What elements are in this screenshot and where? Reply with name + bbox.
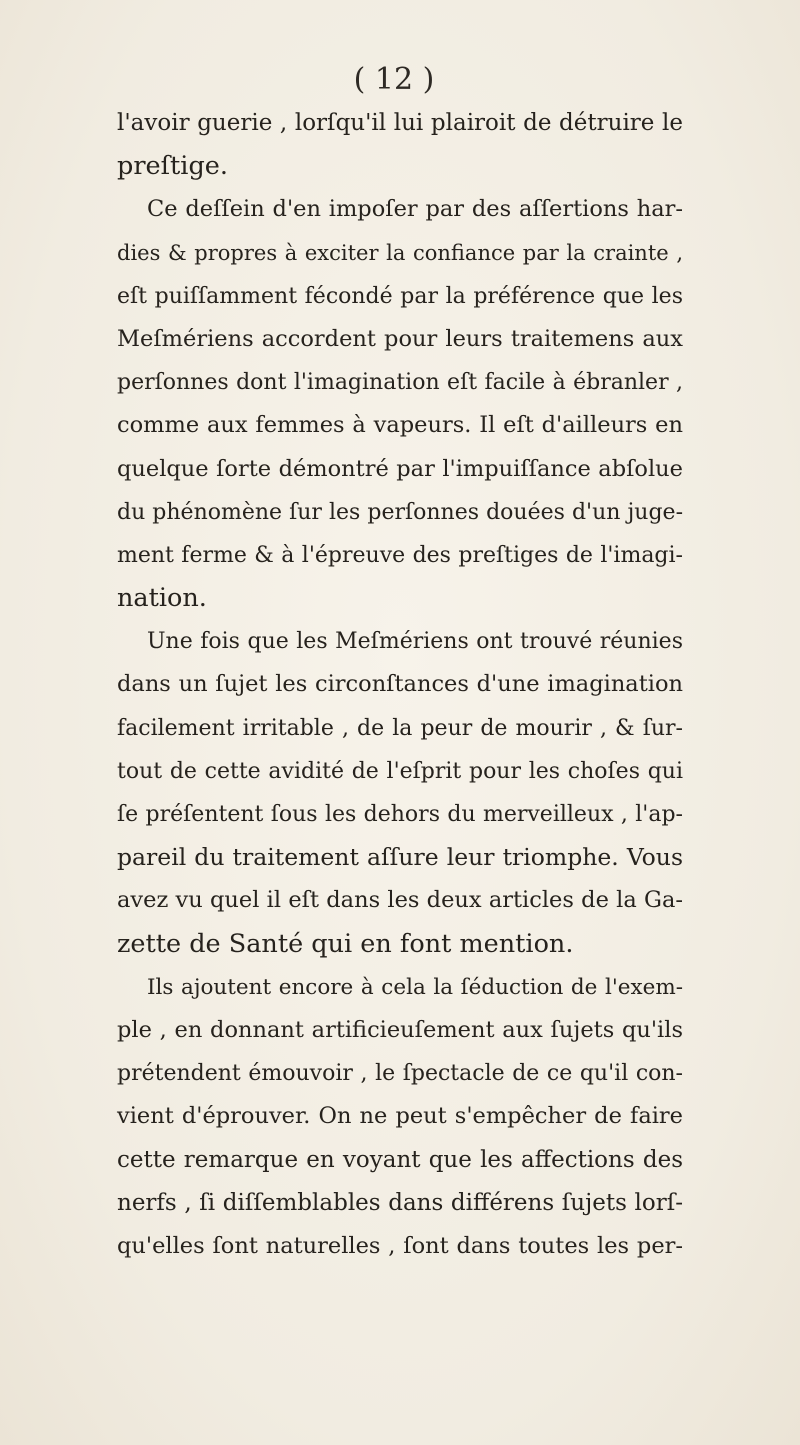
text-line: Ils ajoutent encore à cela la ſéduction de l'exem- — [147, 974, 683, 1000]
text-line: dies & propres à exciter la confiance par la crainte , — [117, 240, 683, 265]
text-line: comme aux femmes à vapeurs. Il eſt d'ailleurs en — [117, 412, 683, 439]
text-line: quelque ſorte démontré par l'impuiſſance abſolue — [117, 455, 683, 482]
text-line: zette de Santé qui en font mention. — [117, 928, 574, 959]
text-line: eſt puiſſamment fécondé par la préférence que les — [117, 283, 683, 309]
text-line: du phénomène ſur les perſonnes douées d'un juge- — [117, 499, 683, 525]
text-line: avez vu quel il eſt dans les deux articles de la Ga- — [117, 887, 683, 914]
text-line: Meſmériens accordent pour leurs traitemens aux — [117, 325, 683, 352]
text-line: prétendent émouvoir , le ſpectacle de ce qu'il con- — [117, 1061, 683, 1087]
text-line: ment ferme & à l'épreuve des preſtiges de l'imagi- — [117, 542, 683, 568]
text-line: cette remarque en voyant que les affections des — [117, 1146, 683, 1173]
text-line: preſtige. — [117, 151, 228, 182]
text-line: facilement irritable , de la peur de mourir , & ſur- — [117, 715, 683, 741]
text-line: dans un ſujet les circonſtances d'une imagination — [117, 671, 683, 698]
text-line: nerfs , ſi diſſemblables dans différens ſujets lorſ- — [117, 1189, 683, 1216]
body-text — [117, 102, 683, 1268]
text-line: ple , en donnant artificieuſement aux ſujets qu'ils — [117, 1016, 683, 1043]
page-number: ( 12 ) — [353, 62, 435, 97]
text-line: tout de cette avidité de l'eſprit pour les choſes qui — [117, 758, 683, 784]
text-line: Une fois que les Meſmériens ont trouvé réunies — [147, 629, 683, 655]
text-line: vient d'éprouver. On ne peut s'empêcher de faire — [117, 1103, 683, 1130]
text-line: perſonnes dont l'imagination eſt facile à ébranler , — [117, 370, 683, 396]
text-line: Ce deſſein d'en impoſer par des aſſertions har- — [147, 196, 683, 223]
text-line: ſe préſentent ſous les dehors du merveilleux , l'ap- — [117, 802, 683, 827]
text-line: nation. — [117, 583, 207, 614]
text-line: pareil du traitement aſſure leur triomphe. Vous — [117, 843, 683, 872]
text-line: qu'elles ſont naturelles , ſont dans toutes les per- — [117, 1232, 683, 1259]
text-line: l'avoir guerie , lorſqu'il lui plairoit de détruire le — [117, 110, 683, 136]
